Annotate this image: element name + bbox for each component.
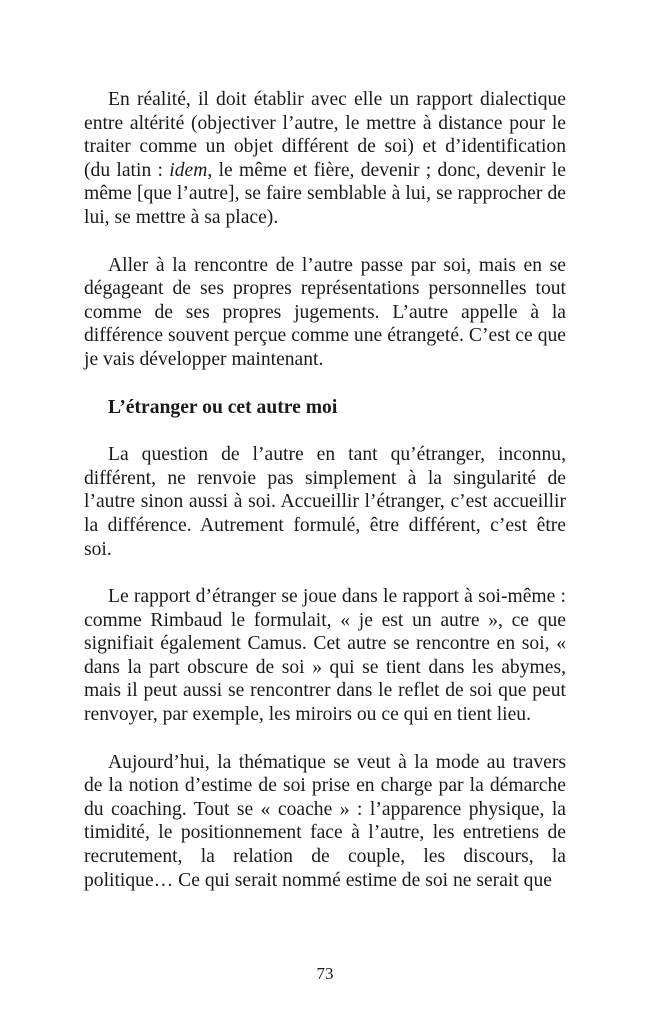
section-heading: L’étranger ou cet autre moi <box>108 396 338 418</box>
paragraph-4: Le rapport d’étranger se joue dans le rapport à soi-même : comme Rimbaud le formulait, « je est un autre », ce que signifiait également Camus. Cet autre se rencontre en soi, « dans la part obscure de soi » qui se tient dans les abymes, mais il peut aussi se rencontrer dans le reflet de soi que peut renvoyer, par exemple, les miroirs ou ce qui en tient lieu. <box>84 586 566 726</box>
paragraph-gap <box>84 727 566 751</box>
page-body <box>84 88 566 892</box>
idem-word: idem <box>169 159 208 181</box>
paragraph-gap <box>84 419 566 443</box>
paragraph-1 <box>84 88 566 230</box>
paragraph-1-part-b: , le même et fière, devenir ; donc, devenir le même [que l’autre], se faire semblable à lui, se rapprocher de lui, se mettre à sa place). <box>84 159 566 228</box>
paragraph-gap <box>84 561 566 585</box>
paragraph-gap <box>84 372 566 396</box>
paragraph-gap <box>84 230 566 254</box>
paragraph-3: La question de l’autre en tant qu’étranger, inconnu, différent, ne renvoie pas simplement à la singularité de l’autre sinon aussi à soi. Accueillir l’étranger, c’est accueillir la différence. Autrement formulé, être différent, c’est être soi. <box>84 444 566 560</box>
paragraph-5: Aujourd’hui, la thématique se veut à la mode au travers de la notion d’estime de soi prise en charge par la démarche du coaching. Tout se « coache » : l’apparence physique, la timidité, le positionnement face à l’autre, les entretiens de recrutement, la relation de couple, les discours, la politique… Ce qui serait nommé estime de soi ne serait que <box>84 751 566 891</box>
page-number: 73 <box>316 964 334 983</box>
paragraph-1-part-a: En réalité, il doit établir avec elle un rapport dialectique entre altérité (objectiver l’autre, le mettre à distance pour le traiter comme un objet différent de soi) et d’identification (du latin : <box>84 89 566 181</box>
paragraph-2: Aller à la rencontre de l’autre passe par soi, mais en se dégageant de ses propres représentations personnelles tout comme de ses propres jugements. L’autre appelle à la différence souvent perçue comme une étrangeté. C’est ce que je vais développer maintenant. <box>84 254 566 370</box>
